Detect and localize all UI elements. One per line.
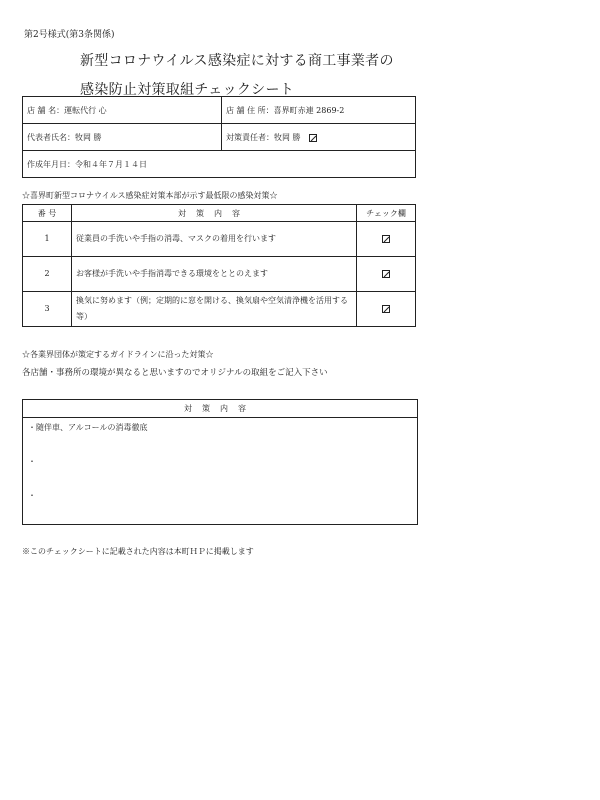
guideline-measures-heading: ☆各業界団体が策定するガイドラインに沿った対策☆ xyxy=(22,350,214,359)
custom-measures-header: 対策内容 xyxy=(23,400,417,418)
row-number: 3 xyxy=(23,292,72,327)
footer-note: ※このチェックシートに記載された内容は本町ＨＰに掲載します xyxy=(22,547,254,556)
minimum-measures-heading: ☆喜界町新型コロナウイルス感染症対策本部が示す最低限の感染対策☆ xyxy=(22,191,278,200)
row-check-cell[interactable] xyxy=(357,222,416,257)
store-name: 店 舗 名：運転代行 心 xyxy=(23,97,222,124)
row-measure-text: お客様が手洗いや手指消毒できる環境をととのえます xyxy=(72,257,357,292)
representative-name: 代表者氏名：牧岡 勝 xyxy=(23,124,222,151)
row-number: 1 xyxy=(23,222,72,257)
column-header-number: 番 号 xyxy=(23,205,72,222)
checkbox-checked-icon[interactable] xyxy=(382,270,390,278)
form-number: 第2号様式(第3条関係) xyxy=(24,30,115,40)
page-title-line2: 感染防止対策取組チェックシート xyxy=(80,82,295,98)
checkbox-checked-icon[interactable] xyxy=(382,305,390,313)
row-measure-text: 従業員の手洗いや手指の消毒、マスクの着用を行います xyxy=(72,222,357,257)
minimum-measures-table xyxy=(22,204,416,327)
checkbox-checked-icon xyxy=(309,134,317,142)
column-header-measure: 対策内容 xyxy=(72,205,357,222)
list-item: ・ xyxy=(28,491,36,500)
table-row xyxy=(23,222,416,257)
column-header-check: チェック欄 xyxy=(357,205,416,222)
page-title-line1: 新型コロナウイルス感染症に対する商工事業者の xyxy=(80,53,394,69)
responsible-person xyxy=(222,124,416,151)
guideline-measures-note: 各店舗・事務所の環境が異なると思いますのでオリジナルの取組をご記入下さい xyxy=(22,368,328,378)
responsible-person-text: 対策責任者：牧岡 勝 xyxy=(226,132,301,142)
list-item: ・随伴車、アルコールの消毒徹底 xyxy=(28,423,148,432)
row-check-cell[interactable] xyxy=(357,292,416,327)
row-number: 2 xyxy=(23,257,72,292)
store-info-table xyxy=(22,96,416,178)
row-check-cell[interactable] xyxy=(357,257,416,292)
table-row xyxy=(23,257,416,292)
store-address: 店 舗 住 所：喜界町赤連 2869-2 xyxy=(222,97,416,124)
created-date: 作成年月日：令和４年７月１４日 xyxy=(23,151,416,178)
checkbox-checked-icon[interactable] xyxy=(382,235,390,243)
list-item: ・ xyxy=(28,457,36,466)
custom-measures-box xyxy=(22,399,418,525)
table-row xyxy=(23,292,416,327)
row-measure-text: 換気に努めます（例；定期的に窓を開ける、換気扇や空気清浄機を活用する 等） xyxy=(72,292,357,327)
